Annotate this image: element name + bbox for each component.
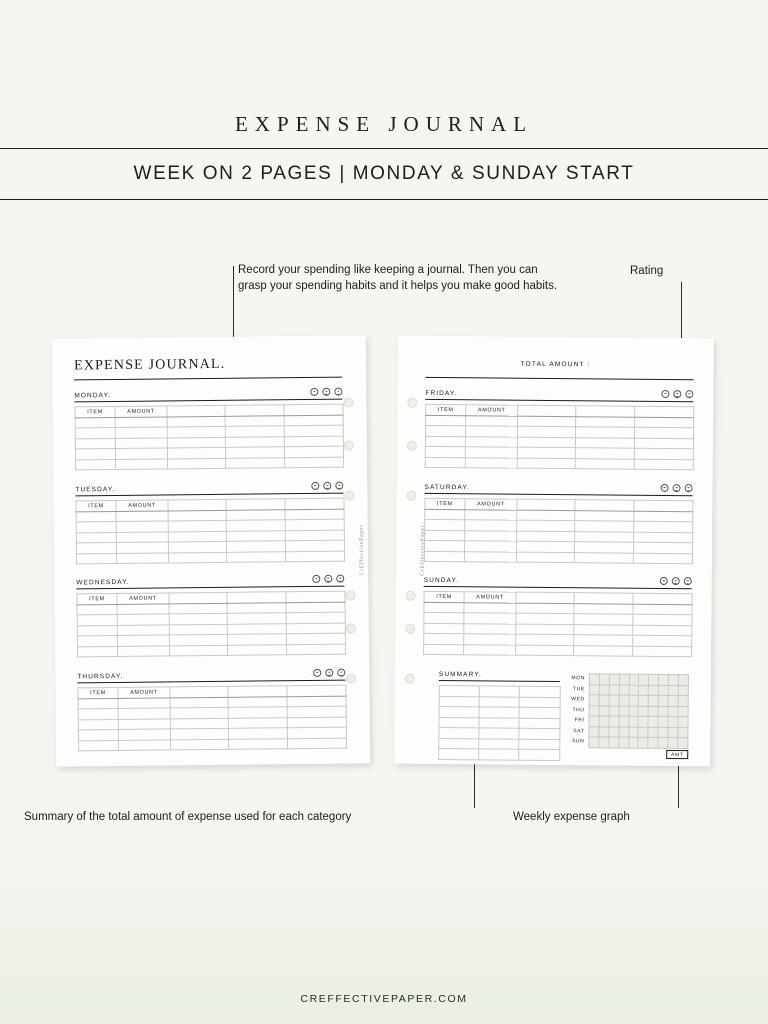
day-label: WEDNESDAY. bbox=[76, 578, 130, 587]
expense-table[interactable] bbox=[77, 685, 347, 752]
col-blank-3 bbox=[286, 591, 345, 602]
binder-hole bbox=[346, 673, 356, 683]
expense-table[interactable] bbox=[76, 591, 346, 658]
total-underline bbox=[426, 377, 694, 380]
face-neutral-icon[interactable] bbox=[672, 577, 680, 585]
binder-hole bbox=[406, 591, 416, 601]
day-block-friday bbox=[425, 389, 693, 414]
face-sad-icon[interactable] bbox=[337, 669, 345, 677]
expense-table[interactable] bbox=[74, 404, 344, 471]
expense-table[interactable] bbox=[424, 498, 694, 564]
col-amount: AMOUNT bbox=[466, 405, 518, 416]
rating-faces bbox=[311, 482, 343, 490]
col-blank-1 bbox=[167, 405, 225, 416]
table-row bbox=[424, 644, 692, 657]
col-blank-3 bbox=[287, 685, 346, 696]
face-happy-icon[interactable] bbox=[312, 575, 320, 583]
face-neutral-icon[interactable] bbox=[673, 390, 681, 398]
day-underline bbox=[425, 399, 693, 402]
col-item: ITEM bbox=[75, 406, 115, 417]
col-blank-3 bbox=[635, 406, 694, 417]
day-block-tuesday bbox=[75, 484, 343, 510]
col-item: ITEM bbox=[78, 687, 118, 698]
col-blank-1 bbox=[518, 405, 576, 416]
binder-hole bbox=[346, 623, 356, 633]
summary-underline bbox=[439, 680, 560, 682]
face-neutral-icon[interactable] bbox=[325, 669, 333, 677]
col-amount: AMOUNT bbox=[115, 406, 167, 417]
binder-hole bbox=[345, 590, 355, 600]
day-block-monday bbox=[74, 390, 342, 416]
binder-hole bbox=[407, 441, 417, 451]
col-amount: AMOUNT bbox=[118, 687, 170, 698]
table-row bbox=[78, 738, 346, 751]
rating-faces bbox=[660, 577, 692, 585]
col-blank-1 bbox=[516, 592, 574, 603]
face-neutral-icon[interactable] bbox=[323, 482, 331, 490]
face-happy-icon[interactable] bbox=[660, 577, 668, 585]
face-happy-icon[interactable] bbox=[313, 669, 321, 677]
annotation-record: Record your spending like keeping a journal. Then you can grasp your spending habits and it helps you make good habits. bbox=[238, 264, 558, 292]
table-row bbox=[589, 737, 688, 748]
day-label: SATURDAY. bbox=[424, 483, 470, 492]
face-sad-icon[interactable] bbox=[685, 484, 693, 492]
rating-faces bbox=[310, 388, 342, 396]
table-row bbox=[77, 551, 345, 564]
graph-day-label: THU bbox=[572, 706, 585, 713]
day-underline bbox=[76, 586, 344, 590]
table-row bbox=[77, 644, 345, 657]
divider-bottom bbox=[0, 199, 768, 200]
table-row bbox=[76, 457, 344, 470]
graph-day-label: SAT bbox=[573, 727, 585, 734]
total-amount-label: TOTAL AMOUNT : bbox=[520, 360, 591, 369]
col-blank-3 bbox=[633, 593, 692, 604]
graph-day-label: WED bbox=[571, 696, 585, 703]
col-item: ITEM bbox=[77, 593, 117, 604]
binder-hole bbox=[406, 491, 416, 501]
day-underline bbox=[75, 493, 343, 497]
day-block-sunday bbox=[423, 576, 692, 601]
col-blank-3 bbox=[634, 500, 693, 511]
page-title: EXPENSE JOURNAL bbox=[234, 112, 534, 136]
col-amount: AMOUNT bbox=[117, 593, 169, 604]
day-label: SUNDAY. bbox=[423, 576, 460, 585]
day-label: TUESDAY. bbox=[75, 485, 116, 494]
face-sad-icon[interactable] bbox=[685, 390, 693, 398]
journal-title: EXPENSE JOURNAL. bbox=[73, 356, 226, 374]
graph-day-label: FRI bbox=[574, 717, 585, 724]
graph-day-labels bbox=[566, 673, 587, 747]
col-blank-1 bbox=[169, 592, 227, 603]
col-item: ITEM bbox=[76, 500, 116, 511]
face-neutral-icon[interactable] bbox=[673, 484, 681, 492]
binder-hole bbox=[407, 398, 417, 408]
face-neutral-icon[interactable] bbox=[322, 388, 330, 396]
col-item: ITEM bbox=[426, 404, 466, 415]
brand-watermark: CrEffectivePaper bbox=[358, 524, 366, 576]
binder-hole bbox=[405, 674, 415, 684]
graph-amount-label: AMT bbox=[666, 750, 688, 759]
col-blank-2 bbox=[574, 593, 633, 604]
col-blank-2 bbox=[227, 592, 286, 603]
summary-label: SUMMARY. bbox=[438, 671, 482, 679]
col-blank-3 bbox=[285, 498, 344, 509]
table-row bbox=[439, 749, 560, 761]
binder-hole bbox=[343, 398, 353, 408]
col-blank-2 bbox=[226, 499, 285, 510]
rating-faces bbox=[661, 484, 693, 492]
col-item: ITEM bbox=[424, 591, 464, 602]
face-sad-icon[interactable] bbox=[684, 577, 692, 585]
face-happy-icon[interactable] bbox=[310, 388, 318, 396]
face-sad-icon[interactable] bbox=[334, 388, 342, 396]
page-subtitle: WEEK ON 2 PAGES | MONDAY & SUNDAY START bbox=[133, 163, 635, 184]
day-block-wednesday bbox=[76, 577, 344, 603]
day-label: THURSDAY. bbox=[77, 672, 124, 681]
col-blank-2 bbox=[576, 406, 635, 417]
day-label: FRIDAY. bbox=[425, 389, 458, 398]
graph-day-label: SUN bbox=[571, 738, 585, 745]
annotation-graph: Weekly expense graph bbox=[513, 811, 630, 823]
col-blank-1 bbox=[517, 499, 575, 510]
summary-table[interactable] bbox=[438, 685, 561, 761]
rating-faces bbox=[313, 669, 345, 677]
left-page-sheet bbox=[52, 335, 370, 766]
col-item: ITEM bbox=[425, 498, 465, 509]
rating-faces bbox=[661, 390, 693, 398]
day-block-thursday bbox=[77, 671, 345, 697]
binder-hole bbox=[344, 440, 354, 450]
table-row bbox=[425, 457, 693, 470]
face-happy-icon[interactable] bbox=[661, 484, 669, 492]
graph-day-label: TUE bbox=[572, 685, 585, 692]
day-underline bbox=[424, 586, 692, 589]
col-amount: AMOUNT bbox=[465, 499, 517, 510]
graph-grid[interactable] bbox=[588, 673, 689, 748]
face-neutral-icon[interactable] bbox=[324, 575, 332, 583]
col-blank-2 bbox=[575, 500, 634, 511]
day-block-saturday bbox=[424, 483, 693, 508]
col-blank-3 bbox=[284, 404, 343, 415]
table-row bbox=[424, 551, 692, 564]
day-underline bbox=[77, 680, 345, 684]
col-blank-2 bbox=[228, 686, 287, 697]
divider-top bbox=[0, 148, 768, 149]
col-amount: AMOUNT bbox=[464, 592, 516, 603]
title-underline bbox=[74, 377, 342, 381]
day-label: MONDAY. bbox=[74, 392, 112, 400]
day-underline bbox=[74, 399, 342, 403]
expense-table[interactable] bbox=[425, 404, 695, 470]
brand-watermark: CrEffectivePaper bbox=[419, 524, 427, 576]
col-blank-1 bbox=[168, 499, 226, 510]
footer-site: CREFFECTIVEPAPER.COM bbox=[300, 993, 468, 1005]
face-happy-icon[interactable] bbox=[311, 482, 319, 490]
annotation-rating: Rating bbox=[630, 265, 664, 277]
binder-hole bbox=[344, 490, 354, 500]
face-sad-icon[interactable] bbox=[335, 482, 343, 490]
col-amount: AMOUNT bbox=[116, 500, 168, 511]
day-underline bbox=[424, 493, 692, 496]
right-page-sheet bbox=[394, 336, 714, 767]
binder-hole bbox=[405, 624, 415, 634]
col-blank-1 bbox=[170, 686, 228, 697]
face-sad-icon[interactable] bbox=[336, 575, 344, 583]
expense-table[interactable] bbox=[423, 591, 693, 657]
expense-table[interactable] bbox=[75, 498, 345, 565]
graph-day-label: MON bbox=[571, 675, 585, 682]
face-happy-icon[interactable] bbox=[661, 390, 669, 398]
annotation-summary: Summary of the total amount of expense used for each category bbox=[24, 811, 352, 823]
rating-faces bbox=[312, 575, 344, 583]
col-blank-2 bbox=[225, 405, 284, 416]
